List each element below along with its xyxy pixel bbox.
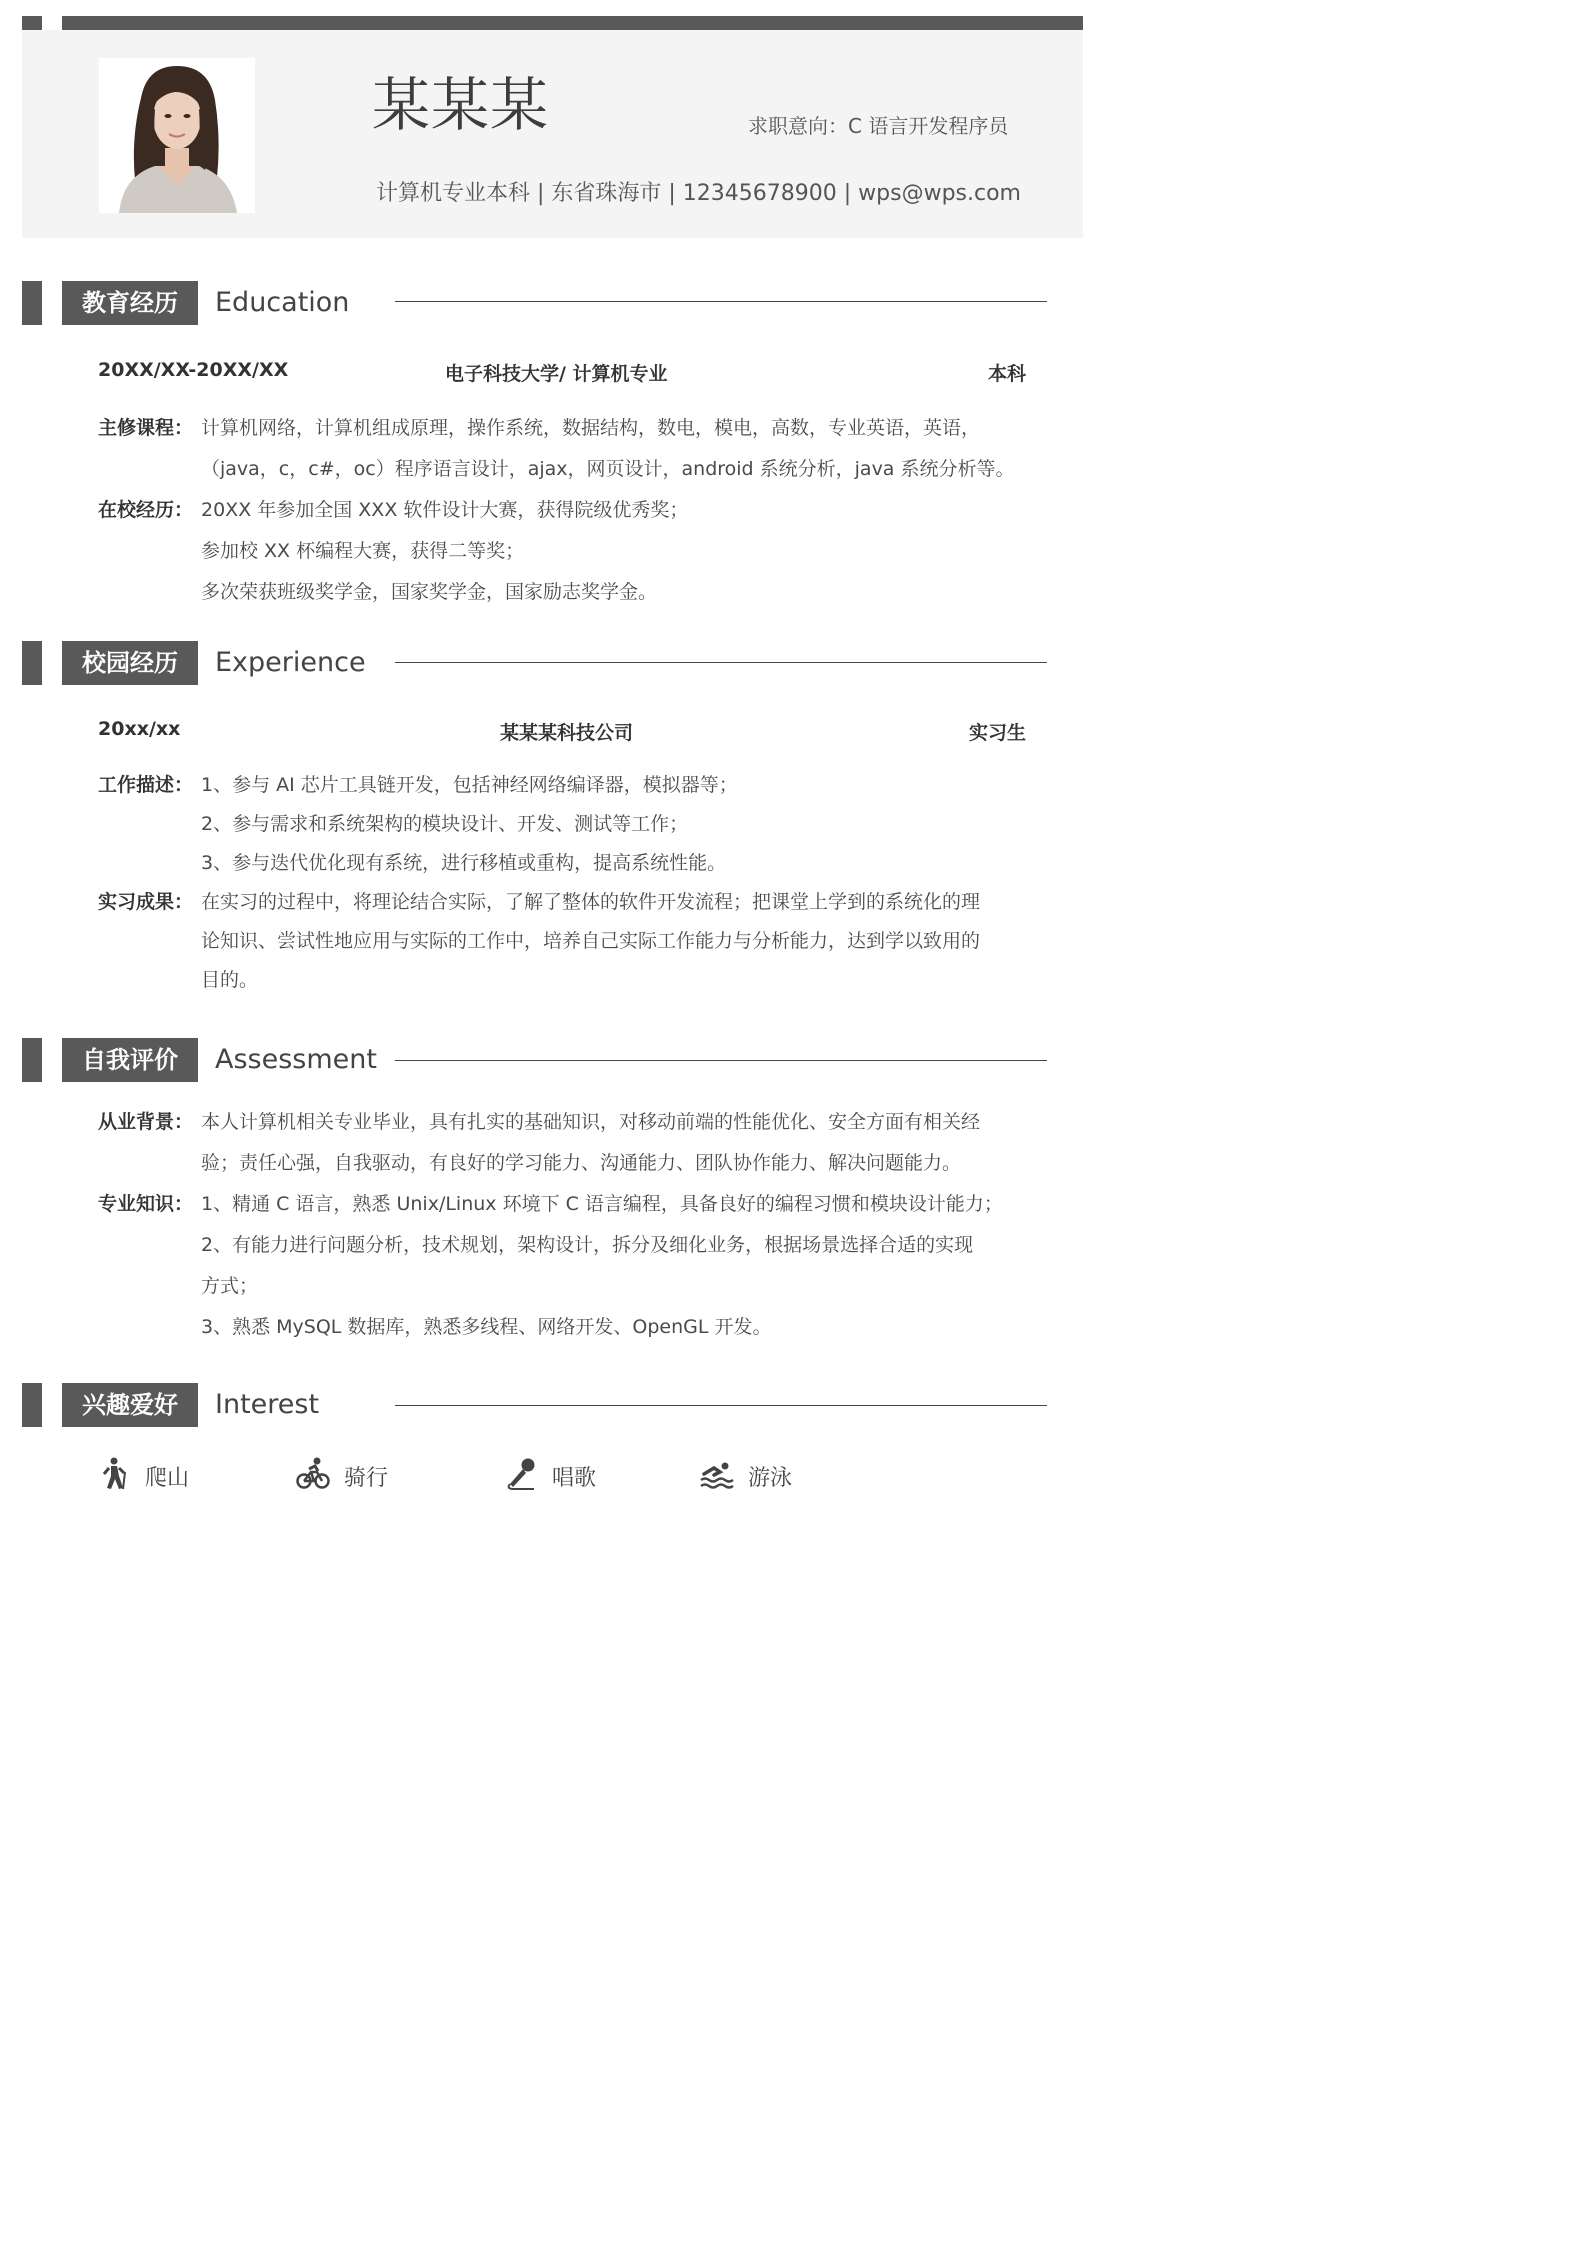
background-label: 从业背景：: [98, 1111, 194, 1133]
result-line: 在实习的过程中，将理论结合实际，了解了整体的软件开发流程；把课堂上学到的系统化的理: [201, 891, 981, 913]
section-divider: [395, 301, 1047, 302]
section-divider: [395, 1405, 1047, 1406]
interest-item: [700, 1456, 792, 1496]
education-degree: 本科: [988, 363, 1027, 385]
candidate-name: 某某某: [372, 71, 550, 139]
section-subtitle-interest: Interest: [215, 1389, 320, 1420]
section-divider: [395, 1060, 1047, 1061]
campus-line: 参加校 XX 杯编程大赛，获得二等奖；: [201, 540, 525, 562]
experience-role: 实习生: [969, 722, 1027, 744]
section-subtitle-education: Education: [215, 287, 350, 318]
experience-company: 某某某科技公司: [500, 722, 634, 744]
contact-info: 计算机专业本科 | 东省珠海市 | 12345678900 | wps@wps.com: [376, 181, 1021, 206]
courses-line: （java，c，c#，oc）程序语言设计，ajax，网页设计，android 系统分析，java 系统分析等。: [201, 458, 1015, 480]
microphone-icon: [504, 1456, 538, 1496]
section-marker: [22, 1383, 42, 1427]
top-bar-right: [62, 16, 1083, 30]
work-line: 3、参与迭代优化现有系统，进行移植或重构，提高系统性能。: [201, 852, 727, 874]
section-subtitle-assessment: Assessment: [215, 1044, 377, 1075]
knowledge-line: 1、精通 C 语言，熟悉 Unix/Linux 环境下 C 语言编程，具备良好的编程习惯和模块设计能力；: [201, 1193, 1003, 1215]
interest-label: 骑行: [344, 1465, 389, 1491]
interest-item: [296, 1456, 388, 1496]
section-marker: [22, 1038, 42, 1082]
interest-label: 游泳: [748, 1465, 793, 1491]
knowledge-label: 专业知识：: [98, 1193, 194, 1215]
section-title-interest: 兴趣爱好: [62, 1383, 198, 1427]
background-line: 验；责任心强，自我驱动，有良好的学习能力、沟通能力、团队协作能力、解决问题能力。: [201, 1152, 962, 1174]
knowledge-line: 3、熟悉 MySQL 数据库，熟悉多线程、网络开发、OpenGL 开发。: [201, 1316, 772, 1338]
interest-item: [97, 1456, 189, 1496]
knowledge-line: 方式；: [201, 1275, 259, 1297]
top-bar-left: [22, 16, 42, 30]
work-description-label: 工作描述：: [98, 774, 194, 796]
courses-line: 计算机网络，计算机组成原理，操作系统，数据结构，数电，模电，高数，专业英语，英语，: [201, 417, 981, 439]
section-title-assessment: 自我评价: [62, 1038, 198, 1082]
interest-label: 爬山: [145, 1465, 190, 1491]
profile-photo: [99, 58, 255, 213]
courses-label: 主修课程：: [98, 417, 194, 439]
work-line: 1、参与 AI 芯片工具链开发，包括神经网络编译器，模拟器等；: [201, 774, 738, 796]
result-line: 目的。: [201, 969, 259, 991]
background-line: 本人计算机相关专业毕业，具有扎实的基础知识，对移动前端的性能优化、安全方面有相关经: [201, 1111, 981, 1133]
hiking-icon: [97, 1456, 131, 1496]
cycling-icon: [296, 1456, 330, 1496]
section-divider: [395, 662, 1047, 663]
result-line: 论知识、尝试性地应用与实际的工作中，培养自己实际工作能力与分析能力，达到学以致用的: [201, 930, 981, 952]
work-line: 2、参与需求和系统架构的模块设计、开发、测试等工作；: [201, 813, 689, 835]
education-school: 电子科技大学/ 计算机专业: [445, 363, 668, 385]
interest-label: 唱歌: [552, 1465, 597, 1491]
job-objective: 求职意向：C 语言开发程序员: [748, 114, 1009, 138]
section-title-experience: 校园经历: [62, 641, 198, 685]
campus-label: 在校经历：: [98, 499, 194, 521]
section-title-education: 教育经历: [62, 281, 198, 325]
section-marker: [22, 641, 42, 685]
campus-line: 多次荣获班级奖学金，国家奖学金，国家励志奖学金。: [201, 581, 658, 603]
campus-line: 20XX 年参加全国 XXX 软件设计大赛，获得院级优秀奖；: [201, 499, 689, 521]
section-marker: [22, 281, 42, 325]
experience-date: 20xx/xx: [98, 718, 181, 740]
knowledge-line: 2、有能力进行问题分析，技术规划，架构设计，拆分及细化业务，根据场景选择合适的实现: [201, 1234, 974, 1256]
swimming-icon: [700, 1456, 734, 1496]
section-subtitle-experience: Experience: [215, 647, 366, 678]
internship-result-label: 实习成果：: [98, 891, 194, 913]
interest-item: [504, 1456, 596, 1496]
education-date: 20XX/XX-20XX/XX: [98, 359, 289, 381]
